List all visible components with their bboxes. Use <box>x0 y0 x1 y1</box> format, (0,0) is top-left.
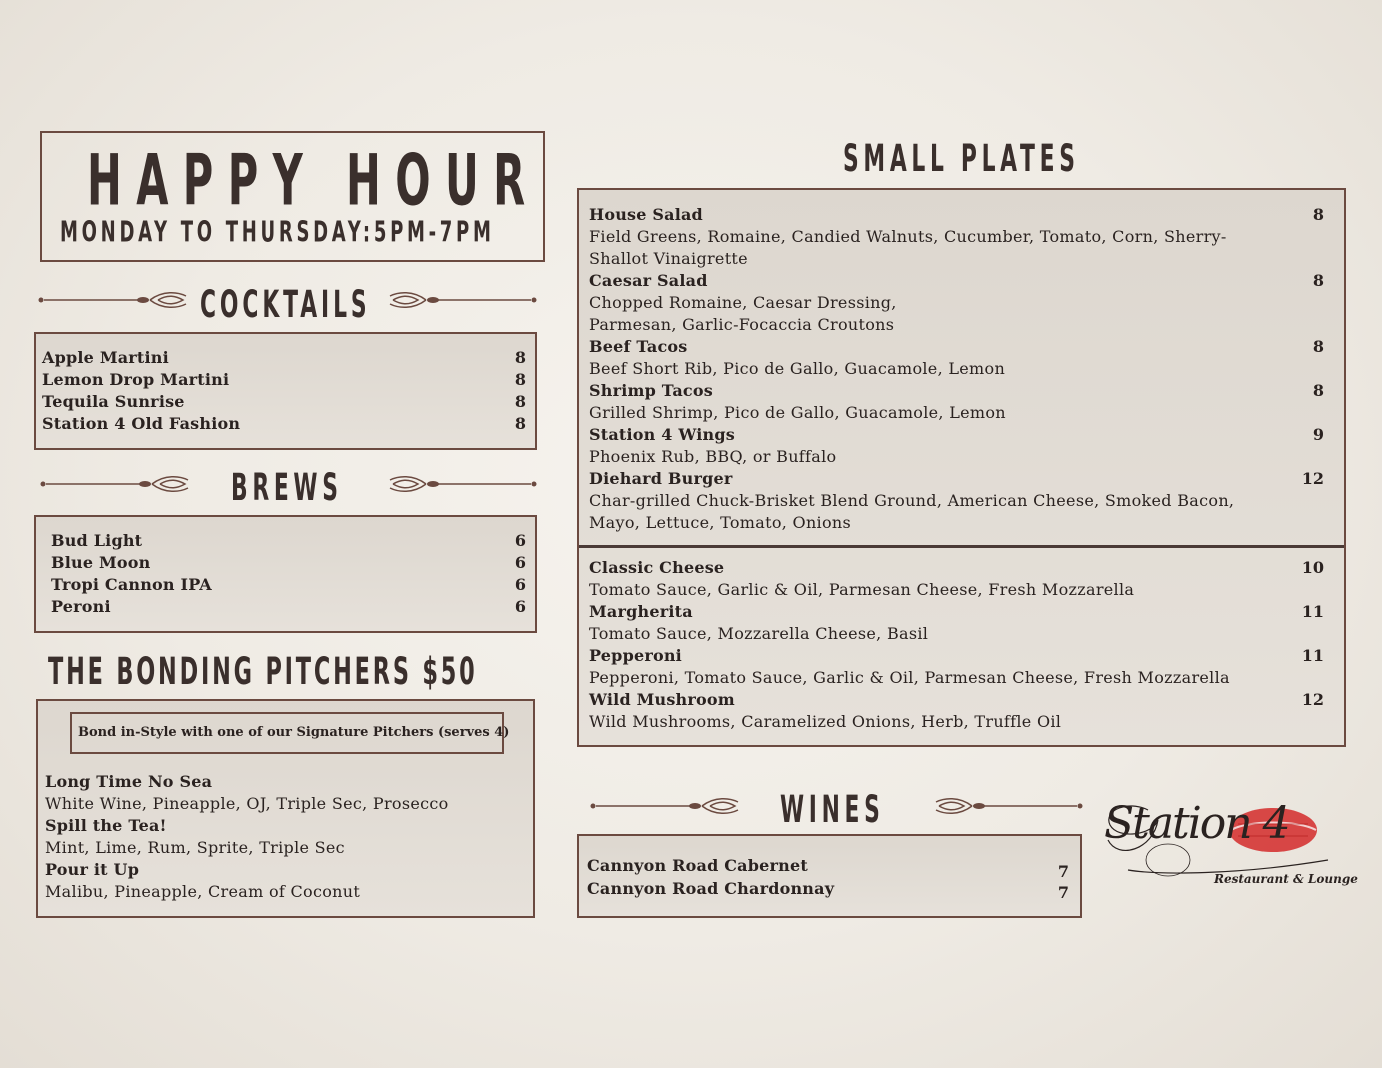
brews-box <box>34 515 537 633</box>
pitchers-list <box>45 771 525 903</box>
item-name: House Salad <box>589 205 703 224</box>
happy-hour-subtitle: MONDAY TO THURSDAY:5PM-7PM <box>60 217 495 250</box>
item-desc: Tomato Sauce, Garlic & Oil, Parmesan Cheese, Fresh Mozzarella <box>589 580 1135 599</box>
item-name: Station 4 Old Fashion <box>42 414 241 433</box>
item-desc: Pepperoni, Tomato Sauce, Garlic & Oil, Parmesan Cheese, Fresh Mozzarella <box>589 668 1230 687</box>
pitcher-desc: White Wine, Pineapple, OJ, Triple Sec, Prosecco <box>45 794 449 813</box>
item-desc: Beef Short Rib, Pico de Gallo, Guacamole, Lemon <box>589 359 1006 378</box>
item-name: Station 4 Wings <box>589 425 735 444</box>
list-item <box>51 552 526 574</box>
item-name: Wild Mushroom <box>589 690 735 709</box>
pitchers-note-box <box>70 712 510 754</box>
item-desc: Parmesan, Garlic-Focaccia Croutons <box>589 315 895 334</box>
pitcher-name: Pour it Up <box>45 860 140 879</box>
item-price: 8 <box>514 392 526 411</box>
menu-item-header <box>589 204 1324 226</box>
logo-script: Station 4 <box>1104 798 1289 849</box>
list-item <box>42 347 526 369</box>
item-price: 11 <box>1301 602 1324 621</box>
small-plates-list <box>589 204 1324 534</box>
item-desc: Grilled Shrimp, Pico de Gallo, Guacamole, Lemon <box>589 403 1006 422</box>
brews-left-ornament <box>40 474 190 494</box>
item-desc: Tomato Sauce, Mozzarella Cheese, Basil <box>589 624 929 643</box>
item-desc: Chopped Romaine, Caesar Dressing, <box>589 293 897 312</box>
menu-item-header <box>589 645 1324 667</box>
pitcher-name: Long Time No Sea <box>45 772 213 791</box>
item-price: 6 <box>514 553 526 572</box>
item-name: Caesar Salad <box>589 271 708 290</box>
item-name: Margherita <box>589 602 693 621</box>
menu-item-header <box>589 270 1324 292</box>
list-item <box>42 391 526 413</box>
item-price: 7 <box>1057 862 1069 881</box>
brews-list <box>51 530 526 618</box>
wines-heading: WINES <box>780 787 885 832</box>
cocktails-heading: COCKTAILS <box>200 282 371 327</box>
item-desc: Field Greens, Romaine, Candied Walnuts, Cucumber, Tomato, Corn, Sherry- <box>589 227 1227 246</box>
wines-box <box>577 834 1082 918</box>
item-price: 6 <box>514 597 526 616</box>
list-item <box>42 369 526 391</box>
menu-item-header <box>589 468 1324 490</box>
item-name: Diehard Burger <box>589 469 733 488</box>
list-item <box>42 413 526 435</box>
item-desc: Char-grilled Chuck-Brisket Blend Ground, American Cheese, Smoked Bacon, <box>589 491 1235 510</box>
item-name: Tropi Cannon IPA <box>51 575 212 594</box>
pizza-list <box>589 557 1324 733</box>
list-item <box>51 574 526 596</box>
item-name: Tequila Sunrise <box>42 392 185 411</box>
item-price: 12 <box>1301 469 1324 488</box>
section-divider <box>579 545 1344 548</box>
item-name: Peroni <box>51 597 111 616</box>
menu-item-header <box>589 424 1324 446</box>
cocktails-list <box>42 347 526 435</box>
item-desc: Shallot Vinaigrette <box>589 249 748 268</box>
pitcher-desc: Malibu, Pineapple, Cream of Coconut <box>45 882 361 901</box>
brews-right-ornament <box>388 474 538 494</box>
wines-left-ornament <box>590 796 740 816</box>
menu-item-header <box>589 557 1324 579</box>
item-price: 8 <box>514 414 526 433</box>
item-name: Shrimp Tacos <box>589 381 713 400</box>
menu-item-header <box>589 380 1324 402</box>
item-price: 12 <box>1301 690 1324 709</box>
item-price: 8 <box>1312 381 1324 400</box>
item-price: 11 <box>1301 646 1324 665</box>
logo-tagline: Restaurant & Lounge <box>1214 872 1358 886</box>
item-name: Lemon Drop Martini <box>42 370 230 389</box>
list-item <box>587 877 1069 902</box>
item-price: 10 <box>1301 558 1324 577</box>
item-name: Blue Moon <box>51 553 151 572</box>
item-name: Bud Light <box>51 531 143 550</box>
item-name: Apple Martini <box>42 348 169 367</box>
brews-heading: BREWS <box>231 465 343 510</box>
item-price: 8 <box>1312 205 1324 224</box>
pitcher-desc: Mint, Lime, Rum, Sprite, Triple Sec <box>45 838 345 857</box>
cocktails-right-ornament <box>388 290 538 310</box>
cocktails-box <box>34 332 537 450</box>
small-plates-heading: SMALL PLATES <box>843 136 1080 181</box>
item-price: 9 <box>1312 425 1324 444</box>
item-price: 8 <box>1312 337 1324 356</box>
happy-hour-title: HAPPY HOUR <box>87 141 540 222</box>
wines-right-ornament <box>934 796 1084 816</box>
pitchers-note: Bond in-Style with one of our Signature Pitchers (serves 4) <box>78 725 510 740</box>
pitchers-heading: THE BONDING PITCHERS $50 <box>48 649 478 694</box>
cocktails-left-ornament <box>38 290 188 310</box>
wines-list <box>587 854 1069 902</box>
item-price: 6 <box>514 575 526 594</box>
item-desc: Wild Mushrooms, Caramelized Onions, Herb, Truffle Oil <box>589 712 1062 731</box>
item-name: Classic Cheese <box>589 558 725 577</box>
item-price: 8 <box>514 348 526 367</box>
item-name: Cannyon Road Cabernet <box>587 856 808 875</box>
item-price: 8 <box>1312 271 1324 290</box>
item-desc: Mayo, Lettuce, Tomato, Onions <box>589 513 852 532</box>
menu-item-header <box>589 601 1324 623</box>
station4-logo <box>1098 780 1358 895</box>
small-plates-box <box>577 188 1346 747</box>
item-price: 6 <box>514 531 526 550</box>
pitcher-name: Spill the Tea! <box>45 816 167 835</box>
item-desc: Phoenix Rub, BBQ, or Buffalo <box>589 447 837 466</box>
menu-item-header <box>589 689 1324 711</box>
list-item <box>51 530 526 552</box>
menu-item-header <box>589 336 1324 358</box>
item-name: Pepperoni <box>589 646 682 665</box>
pitchers-box <box>36 699 535 918</box>
item-name: Beef Tacos <box>589 337 688 356</box>
happy-hour-box <box>40 131 545 262</box>
item-price: 8 <box>514 370 526 389</box>
item-name: Cannyon Road Chardonnay <box>587 879 835 898</box>
item-price: 7 <box>1057 883 1069 902</box>
list-item <box>51 596 526 618</box>
list-item <box>587 854 1069 881</box>
